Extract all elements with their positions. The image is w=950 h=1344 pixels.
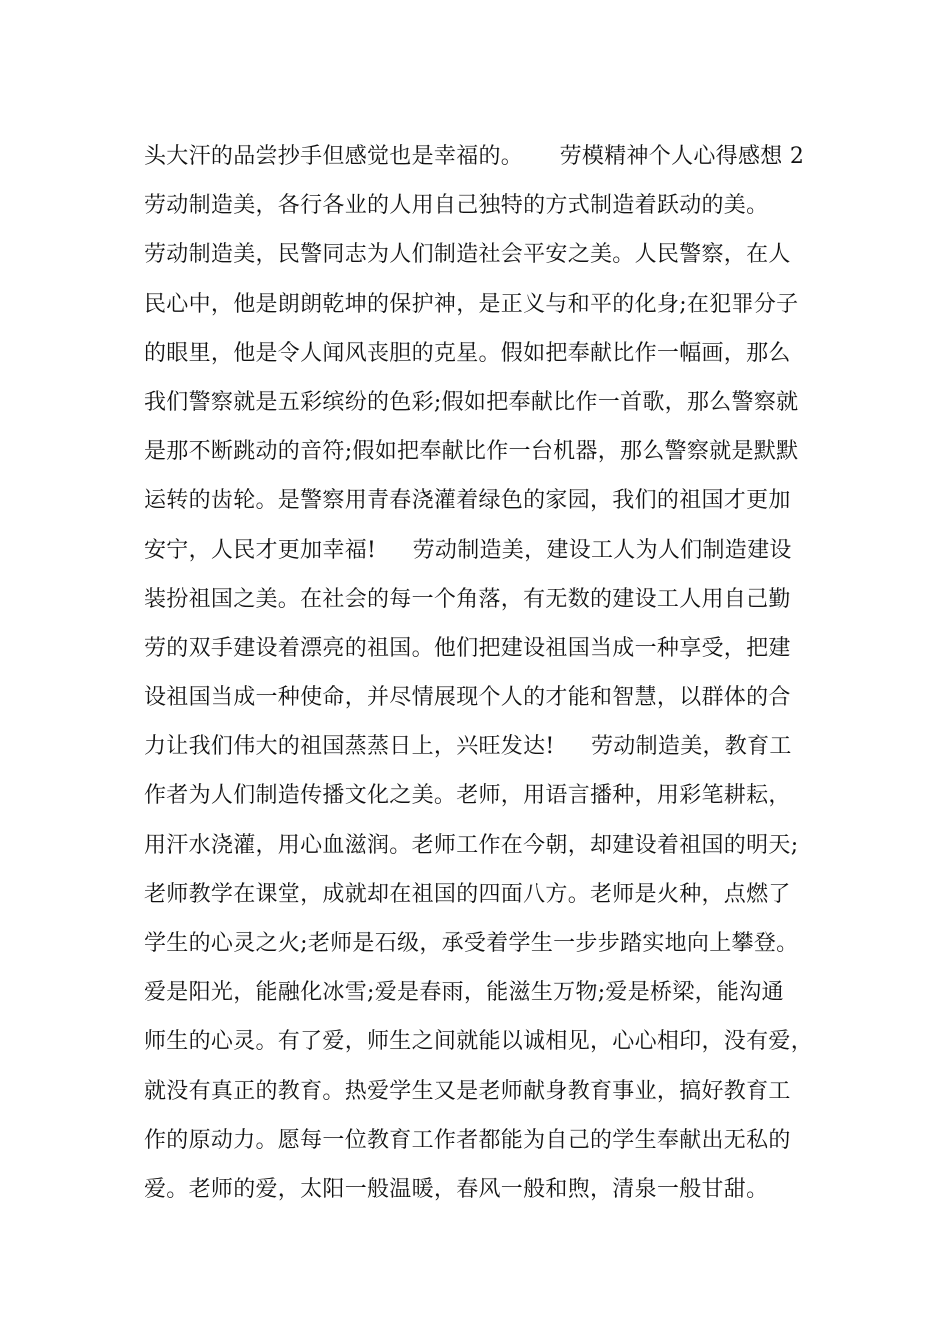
text-line: 就没有真正的教育。热爱学生又是老师献身教育事业，搞好教育工 bbox=[144, 1078, 791, 1104]
document-body-text bbox=[144, 132, 844, 1214]
text-line: 运转的齿轮。是警察用青春浇灌着绿色的家园，我们的祖国才更加 bbox=[144, 488, 791, 514]
text-line: 作的原动力。愿每一位教育工作者都能为自己的学生奉献出无私的 bbox=[144, 1127, 791, 1153]
text-line: 老师教学在课堂，成就却在祖国的四面八方。老师是火种，点燃了 bbox=[144, 881, 791, 907]
text-line: 设祖国当成一种使命，并尽情展现个人的才能和智慧，以群体的合 bbox=[144, 685, 791, 711]
text-line: 学生的心灵之火;老师是石级，承受着学生一步步踏实地向上攀登。 bbox=[144, 931, 799, 956]
text-line: 作者为人们制造传播文化之美。老师，用语言播种，用彩笔耕耘， bbox=[144, 783, 791, 809]
text-line: 装扮祖国之美。在社会的每一个角落，有无数的建设工人用自己勤 bbox=[144, 586, 791, 612]
text-line: 安宁，人民才更加幸福! 劳动制造美，建设工人为人们制造建设 bbox=[144, 537, 792, 563]
text-line: 头大汗的品尝抄手但感觉也是幸福的。 劳模精神个人心得感想 2 bbox=[144, 144, 805, 169]
text-line: 爱。老师的爱，太阳一般温暖，春风一般和煦，清泉一般甘甜。 bbox=[144, 1176, 769, 1202]
text-line: 我们警察就是五彩缤纷的色彩;假如把奉献比作一首歌，那么警察就 bbox=[144, 389, 799, 415]
text-line: 力让我们伟大的祖国蒸蒸日上，兴旺发达! 劳动制造美，教育工 bbox=[144, 734, 792, 760]
text-line: 师生的心灵。有了爱，师生之间就能以诚相见，心心相印，没有爱， bbox=[144, 1029, 814, 1055]
text-line: 民心中，他是朗朗乾坤的保护神，是正义与和平的化身;在犯罪分子 bbox=[144, 291, 799, 317]
text-line: 是那不断跳动的音符;假如把奉献比作一台机器，那么警察就是默默 bbox=[144, 439, 799, 465]
text-line: 用汗水浇灌，用心血滋润。老师工作在今朝，却建设着祖国的明天; bbox=[144, 832, 799, 858]
text-line: 劳动制造美，民警同志为人们制造社会平安之美。人民警察，在人 bbox=[144, 242, 791, 268]
text-line: 劳的双手建设着漂亮的祖国。他们把建设祖国当成一种享受，把建 bbox=[144, 635, 791, 661]
text-line: 劳动制造美，各行各业的人用自己独特的方式制造着跃动的美。 bbox=[144, 193, 769, 219]
text-line: 的眼里，他是令人闻风丧胆的克星。假如把奉献比作一幅画，那么 bbox=[144, 340, 791, 366]
text-line: 爱是阳光，能融化冰雪;爱是春雨，能滋生万物;爱是桥梁，能沟通 bbox=[144, 980, 784, 1006]
